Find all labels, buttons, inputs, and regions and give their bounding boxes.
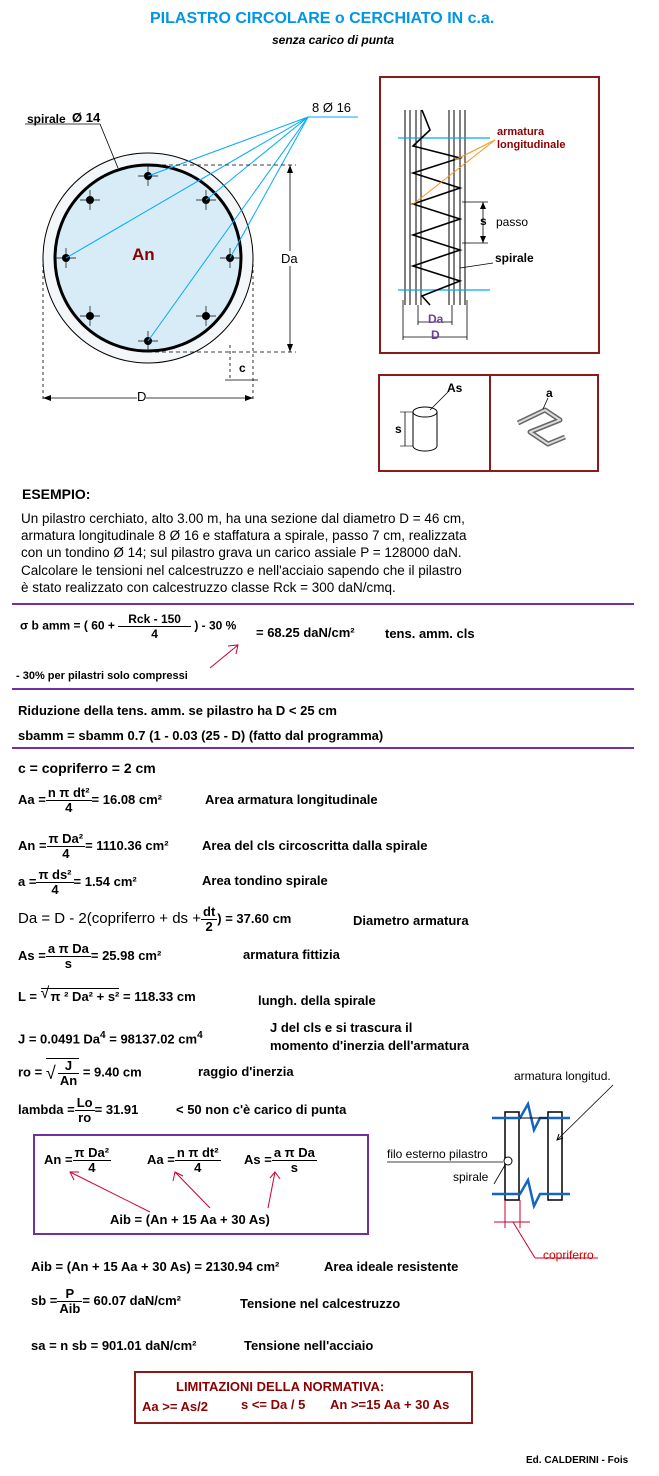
label-s-fig: s xyxy=(395,422,402,436)
Da-den: 2 xyxy=(205,919,213,934)
a-den: 4 xyxy=(51,882,59,897)
Da-desc: Diametro armatura xyxy=(353,913,469,928)
sb-num: P xyxy=(57,1287,82,1302)
sb-lhs: sb = xyxy=(31,1292,58,1308)
label-phi14: Ø 14 xyxy=(72,110,101,125)
ro-desc: raggio d'inerzia xyxy=(198,1064,294,1079)
limit-2: s <= Da / 5 xyxy=(241,1397,306,1412)
sb-fraction xyxy=(57,1287,82,1316)
J-desc1: J del cls e si trascura il xyxy=(270,1020,413,1035)
lambda-den: ro xyxy=(78,1110,92,1125)
As-result: = 25.98 cm² xyxy=(90,947,162,963)
label-armatura: armatura xyxy=(497,126,545,138)
limit-1: Aa >= As/2 xyxy=(142,1399,209,1414)
label-armatura-longitud: armatura longitud. xyxy=(514,1069,611,1083)
L-result: = 118.33 cm xyxy=(123,989,196,1004)
An-num: π Da² xyxy=(48,831,84,846)
label-spirale: spirale xyxy=(27,112,66,126)
riduzione-line2: sbamm = sbamm 0.7 (1 - 0.03 (25 - D) (fatto dal programma) xyxy=(18,728,384,743)
result-sb-desc: Tensione nel calcestruzzo xyxy=(240,1296,401,1311)
L-lhs: L = xyxy=(18,989,37,1004)
footer-credit: Ed. CALDERINI - Fois xyxy=(526,1455,629,1466)
J-exp: 4 xyxy=(100,1030,106,1041)
As-num: a π Da xyxy=(47,941,89,956)
ro-result: = 9.40 cm xyxy=(82,1064,142,1080)
label-Da: Da xyxy=(281,251,298,266)
sigma-lhs: σ b amm = ( 60 + xyxy=(20,618,115,633)
box-Aa-lhs: Aa = xyxy=(147,1151,175,1167)
Da-lhs: Da = D - 2(copriferro + ds + xyxy=(18,909,201,927)
example-line: Un pilastro cerchiato, alto 3.00 m, ha una sezione dal diametro D = 46 cm, xyxy=(21,511,465,526)
Aa-num: n π dt² xyxy=(47,785,90,800)
An-den: 4 xyxy=(62,846,70,861)
label-a-fig: a xyxy=(546,386,553,400)
sigma-rhs: ) - 30 % xyxy=(194,618,237,633)
example-line: è stato realizzato con calcestruzzo classe Rck = 300 daN/cmq. xyxy=(21,579,396,595)
lambda-result: = 31.91 xyxy=(94,1101,139,1117)
result-sa-desc: Tensione nell'acciaio xyxy=(244,1338,374,1353)
riduzione-line1: Riduzione della tens. amm. se pilastro ha D < 25 cm xyxy=(18,703,337,718)
J-lhs: J = 0.0491 Da xyxy=(18,1031,101,1047)
L-radicand: π ² Da² + s² xyxy=(50,989,120,1004)
result-Aib-desc: Area ideale resistente xyxy=(324,1259,459,1274)
ro-den: An xyxy=(59,1073,78,1088)
limit-3: An >=15 Aa + 30 As xyxy=(330,1397,450,1412)
formula-c: c = copriferro = 2 cm xyxy=(18,760,156,776)
label-spirale-detail: spirale xyxy=(453,1170,489,1184)
J-desc2: momento d'inerzia dell'armatura xyxy=(270,1038,470,1053)
As-desc: armatura fittizia xyxy=(243,947,340,962)
sigma-num: Rck - 150 xyxy=(118,612,191,627)
ro-radical: √ $\frac{J}{An}$ xyxy=(45,1058,78,1088)
An-lhs: An = xyxy=(18,837,47,853)
label-c: c xyxy=(239,361,246,375)
result-Aib: Aib = (An + 15 Aa + 30 As) = 2130.94 cm² xyxy=(31,1259,280,1274)
page-subtitle: senza carico di punta xyxy=(272,33,395,47)
label-copriferro: copriferro xyxy=(543,1248,594,1262)
limits-title: LIMITAZIONI DELLA NORMATIVA: xyxy=(176,1379,385,1394)
ro-lhs: ro = xyxy=(18,1064,43,1080)
label-filo-esterno: filo esterno pilastro xyxy=(387,1147,488,1161)
a-num: π ds² xyxy=(38,867,72,882)
lambda-lhs: lambda = xyxy=(18,1101,75,1117)
sigma-den: 4 xyxy=(151,627,158,641)
label-Da-elev: Da xyxy=(428,312,444,326)
box-An-lhs: An = xyxy=(44,1151,73,1167)
box-As-lhs: As = xyxy=(244,1151,272,1167)
label-D: D xyxy=(137,389,147,404)
box-As-den: s xyxy=(290,1160,298,1175)
example-line: Calcolare le tensioni nel calcestruzzo e nell'acciaio sapendo che il pilastro xyxy=(21,562,462,578)
sigma-desc: tens. amm. cls xyxy=(385,626,475,641)
result-sb xyxy=(31,1287,181,1316)
result-sa: sa = n sb = 901.01 daN/cm² xyxy=(31,1338,197,1353)
label-s: s xyxy=(480,214,487,228)
box-As-num: a π Da xyxy=(273,1145,315,1160)
Aa-lhs: Aa = xyxy=(18,791,46,807)
lambda-num: Lo xyxy=(76,1095,93,1110)
label-longitudinale: longitudinale xyxy=(497,139,566,151)
page-title: PILASTRO CIRCOLARE o CERCHIATO IN c.a. xyxy=(150,10,495,27)
sb-result: = 60.07 daN/cm² xyxy=(82,1292,181,1308)
a-lhs: a = xyxy=(18,873,37,889)
label-D-elev: D xyxy=(431,328,440,342)
Aa-den: 4 xyxy=(65,800,73,815)
label-passo: passo xyxy=(496,215,529,229)
a-desc: Area tondino spirale xyxy=(202,873,328,888)
An-desc: Area del cls circoscritta dalla spirale xyxy=(202,838,428,853)
ro-num: J xyxy=(58,1059,79,1074)
label-8phi16: 8 Ø 16 xyxy=(312,100,352,115)
As-lhs: As = xyxy=(18,947,46,963)
L-desc: lungh. della spirale xyxy=(258,993,376,1008)
Aa-desc: Area armatura longitudinale xyxy=(205,792,378,807)
L-radical: √ π ² Da² + s² xyxy=(40,985,120,1004)
label-An: An xyxy=(132,245,155,264)
example-line: con un tondino Ø 14; sul pilastro grava un carico assiale P = 128000 daN. xyxy=(21,545,462,561)
example-line: armatura longitudinale 8 Ø 16 e staffatura a spirale, passo 7 cm, realizzata xyxy=(21,528,467,544)
box-An-num: π Da² xyxy=(74,1145,110,1160)
label-As-fig: As xyxy=(447,381,463,395)
J-exp2: 4 xyxy=(197,1030,203,1041)
sb-den: Aib xyxy=(59,1301,81,1316)
Aa-result: = 16.08 cm² xyxy=(91,791,163,807)
a-result: = 1.54 cm² xyxy=(73,873,137,889)
sigma-result: = 68.25 daN/cm² xyxy=(256,625,355,640)
example-heading: ESEMPIO: xyxy=(22,486,91,502)
box-Aib: Aib = (An + 15 Aa + 30 As) xyxy=(110,1212,270,1227)
J-result: = 98137.02 cm xyxy=(109,1031,198,1047)
As-den: s xyxy=(64,956,72,971)
label-spirale-elev: spirale xyxy=(495,251,534,265)
Da-num: dt xyxy=(203,904,216,919)
box-Aa-num: n π dt² xyxy=(176,1145,219,1160)
An-result: = 1110.36 cm² xyxy=(85,837,169,853)
sigma-note: - 30% per pilastri solo compressi xyxy=(16,670,188,682)
box-Aa-den: 4 xyxy=(194,1160,202,1175)
box-An-den: 4 xyxy=(88,1160,96,1175)
lambda-desc: < 50 non c'è carico di punta xyxy=(176,1102,347,1117)
Da-result: ) = 37.60 cm xyxy=(217,910,292,926)
